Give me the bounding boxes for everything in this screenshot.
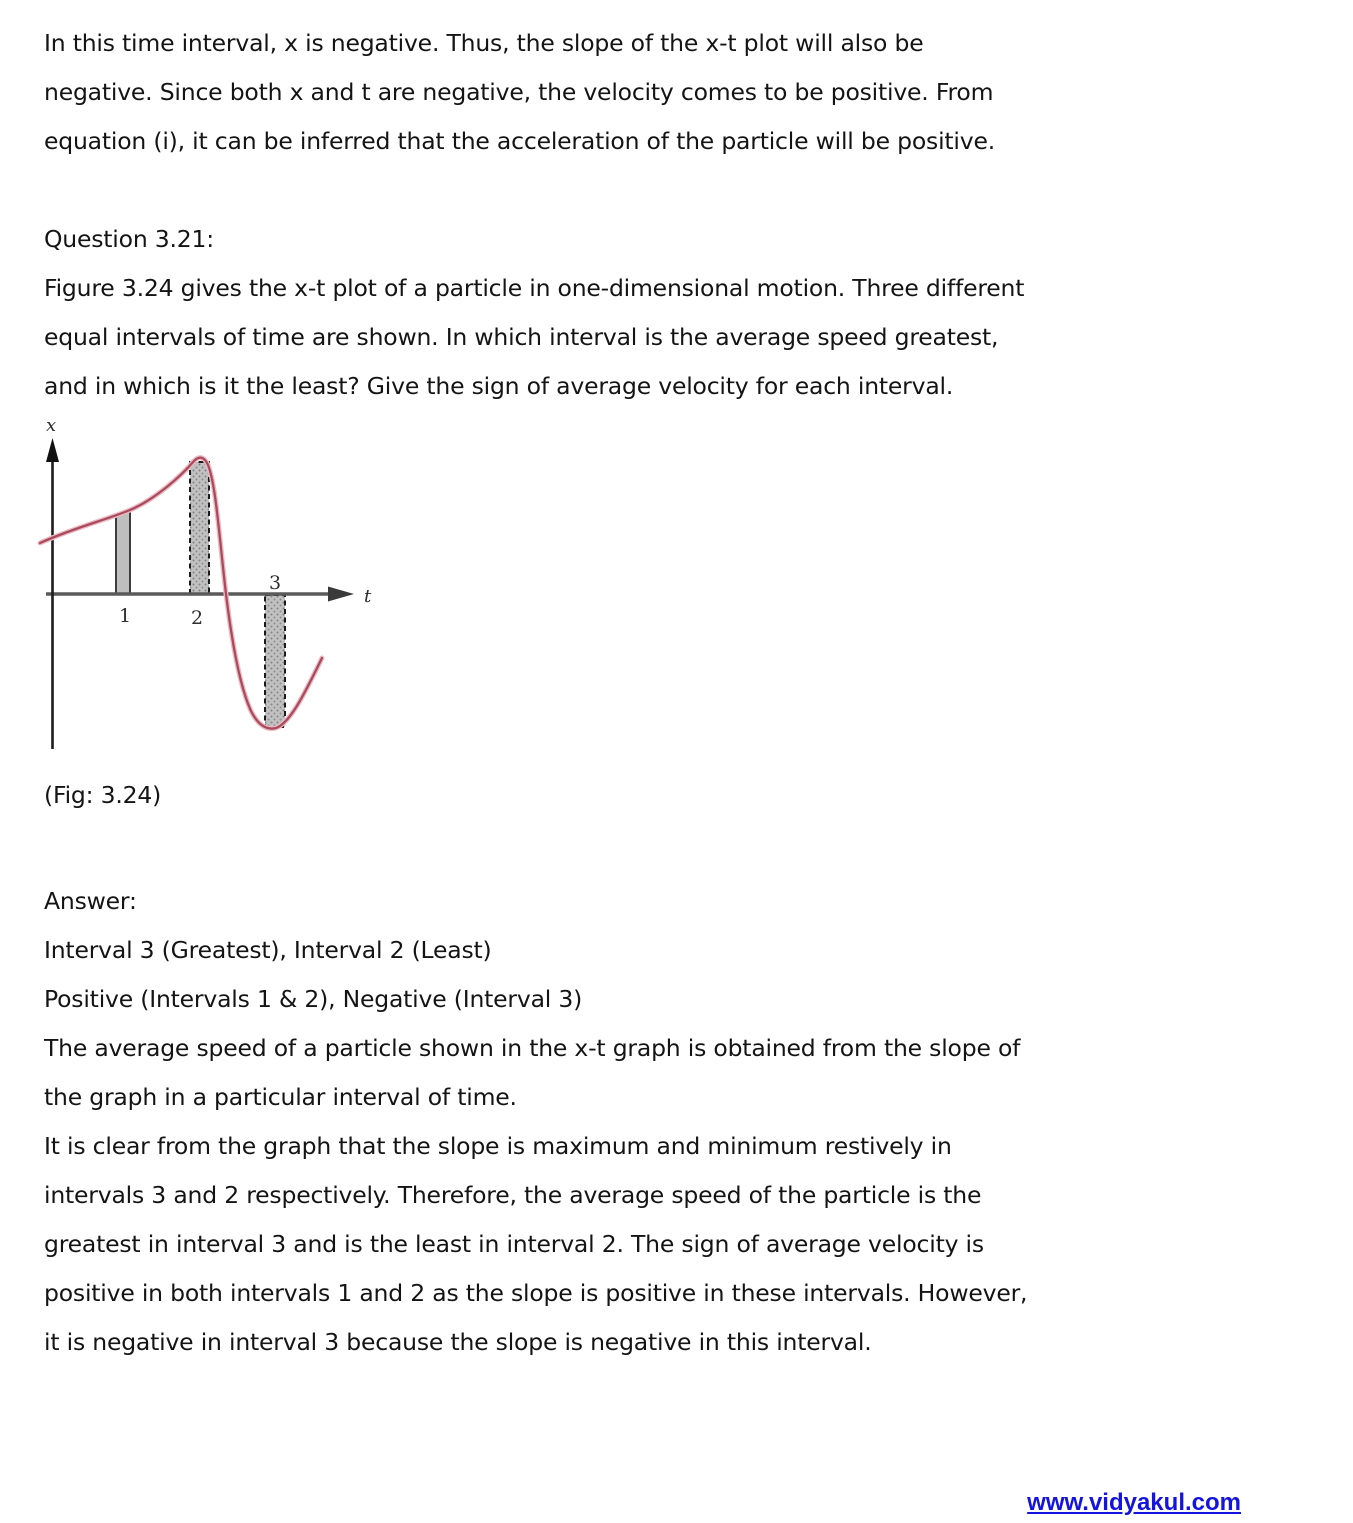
text-line: It is clear from the graph that the slope is maximum and minimum restively in: [44, 1132, 952, 1160]
text-line: Figure 3.24 gives the x-t plot of a particle in one-dimensional motion. Three different: [44, 274, 1025, 302]
text-line: The average speed of a particle shown in the x-t graph is obtained from the slope of: [44, 1034, 1021, 1062]
paragraph-gap: [44, 166, 1234, 215]
interval-2-label: 2: [191, 607, 203, 629]
text-line: it is negative in interval 3 because the slope is negative in this interval.: [44, 1328, 872, 1356]
text-line: positive in both intervals 1 and 2 as the slope is positive in these intervals. However,: [44, 1279, 1028, 1307]
answer-heading: Answer:: [44, 887, 137, 915]
text-line: and in which is it the least? Give the sign of average velocity for each interval.: [44, 372, 954, 400]
t-axis-arrow-icon: [328, 587, 354, 602]
text-line: equation (i), it can be inferred that the acceleration of the particle will be positive.: [44, 127, 995, 155]
interval-bar-2: [190, 462, 209, 594]
x-axis-arrow-icon: [46, 438, 59, 462]
vidyakul-link[interactable]: www.vidyakul.com: [1027, 1489, 1241, 1516]
interval-3-label: 3: [269, 572, 281, 594]
question-paragraph: [44, 264, 1234, 411]
question-heading: Question 3.21:: [44, 225, 215, 253]
intro-paragraph: [44, 19, 1234, 166]
figure-3-24: [44, 411, 1234, 771]
text-line: negative. Since both x and t are negative, the velocity comes to be positive. From: [44, 78, 994, 106]
xt-plot-figure: [36, 415, 426, 765]
interval-bar-1: [116, 510, 130, 594]
text-line: In this time interval, x is negative. Thus, the slope of the x-t plot will also be: [44, 29, 924, 57]
paragraph-gap: [44, 820, 1234, 877]
interval-1-label: 1: [119, 605, 131, 627]
text-line: Positive (Intervals 1 & 2), Negative (Interval 3): [44, 985, 583, 1013]
text-line: Interval 3 (Greatest), Interval 2 (Least): [44, 936, 492, 964]
text-line: greatest in interval 3 and is the least in interval 2. The sign of average velocity is: [44, 1230, 984, 1258]
t-axis-label: t: [364, 586, 372, 607]
interval-bar-3: [265, 595, 285, 727]
figure-caption: (Fig: 3.24): [44, 781, 162, 809]
text-line: equal intervals of time are shown. In which interval is the average speed greatest,: [44, 323, 999, 351]
text-line: intervals 3 and 2 respectively. Therefore, the average speed of the particle is the: [44, 1181, 982, 1209]
document-body: [44, 19, 1234, 1367]
answer-paragraphs: [44, 926, 1234, 1367]
x-axis-label: x: [46, 415, 56, 436]
text-line: the graph in a particular interval of time.: [44, 1083, 517, 1111]
